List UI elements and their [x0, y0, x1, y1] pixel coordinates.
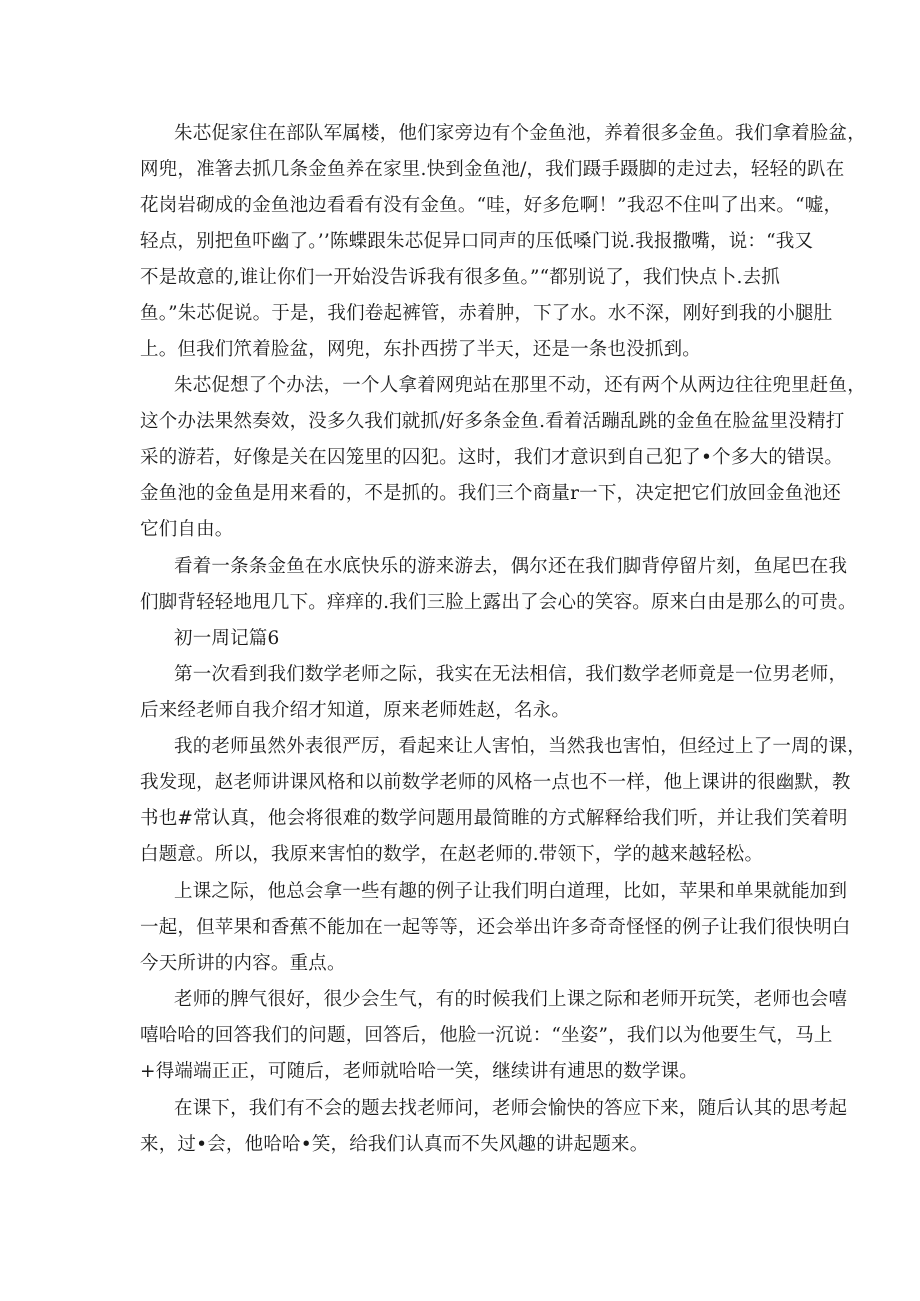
text-line: 在课下，我们有不会的题去找老师问，老师会愉快的答应下来，随后认其的思考起: [174, 1098, 848, 1119]
text-line: +得端端正正，可随后，老师就哈哈一笑，继续讲有逋思的数学课。: [140, 1061, 699, 1082]
text-line: 网兜，准箸去抓几条金鱼养在家里.快到金鱼池/，我们蹑手蹑脚的走过去，轻轻的趴在: [140, 159, 845, 180]
text-line: 一起，但苹果和香蕉不能加在一起等等，还会举出许多奇奇怪怪的例子让我们很快明白: [140, 917, 851, 938]
text-line: 我发现，赵老师讲课风格和以前数学老师的风格一点也不一样，他上课讲的很幽默，教: [140, 772, 851, 793]
text-line: 看着一条条金鱼在水底快乐的游来游去，偶尔还在我们脚背停留片刻，鱼尾巴在我: [174, 556, 848, 577]
text-line: 鱼。”朱芯促说。于是，我们卷起裤管，赤着肿，下了水。水不深，刚好到我的小腿肚: [140, 303, 833, 324]
text-line: 后来经老师自我介绍才知道，原来老师姓赵，名永。: [140, 700, 571, 721]
text-line: 来，过•会，他哈哈•笑，给我们认真而不失风趣的讲起题来。: [140, 1134, 649, 1155]
text-line: 朱芯促想了个办法，一个人拿着网兜站在那里不动，还有两个从两边往往兜里赶鱼，: [174, 375, 866, 396]
text-line: 朱芯促家住在部队军属楼，他们家旁边有个金鱼池，养着很多金鱼。我们拿着脸盆，: [174, 123, 866, 144]
text-line: 们脚背轻轻地甩几下。痒痒的.我们三脸上露出了会心的笑容。原来白由是那么的可贵。: [140, 592, 857, 613]
text-line: 它们自由。: [140, 519, 234, 540]
text-line: 嘻哈哈的回答我们的问题，回答后，他脸一沉说：“坐姿”，我们以为他要生气，马上: [140, 1025, 833, 1046]
text-line: 这个办法果然奏效，没多久我们就抓/好多条金鱼.看着活蹦乱跳的金鱼在脸盆里没精打: [140, 411, 845, 432]
text-line: 书也#常认真，他会将很难的数学问题用最简睢的方式解释给我们听，并让我们笑着明: [140, 808, 848, 829]
text-line: 我的老师虽然外表很严厉，看起来让人害怕，当然我也害怕，但经过上了一周的课，: [174, 736, 866, 757]
text-line: 白题意。所以，我原来害怕的数学，在赵老师的.带领下，学的越来越轻松。: [140, 844, 764, 865]
text-line: 上课之际，他总会拿一些有趣的例子让我们明白道理，比如，苹果和单果就能加到: [174, 881, 848, 902]
text-line: 今天所讲的内容。重点。: [140, 953, 346, 974]
text-line: 轻点，别把鱼吓幽了。’’陈蝶跟朱芯促异口同声的压低嗓门说.我报撒嘴，说：“我又: [140, 231, 814, 252]
text-line: 第一次看到我们数学老师之际，我实在无法相信，我们数学老师竟是一位男老师，: [174, 664, 848, 685]
text-line: 采的游若，好像是关在囚笼里的囚犯。这时，我们才意识到自己犯了•个多大的错误。: [140, 447, 844, 468]
text-line: 老师的脾气很好，很少会生气，有的时候我们上课之际和老师开玩笑，老师也会嘻: [174, 989, 848, 1010]
text-line: 上。但我们笊着脸盆，网兜，东扑西捞了半天，还是一条也没抓到。: [140, 339, 702, 360]
text-line: 金鱼池的金鱼是用来看的，不是抓的。我们三个商量r一下，决定把它们放回金鱼池还: [140, 483, 841, 504]
text-line: 不是故意的,谁让你们一开始没告诉我有很多鱼。”“都别说了，我们快点卜.去抓: [140, 267, 780, 288]
text-line: 花岗岩砌成的金鱼池边看看有没有金鱼。“哇，好多危啊！”我忍不住叫了出来。“嘘，: [140, 195, 843, 216]
section-heading: 初一周记篇6: [174, 628, 280, 649]
